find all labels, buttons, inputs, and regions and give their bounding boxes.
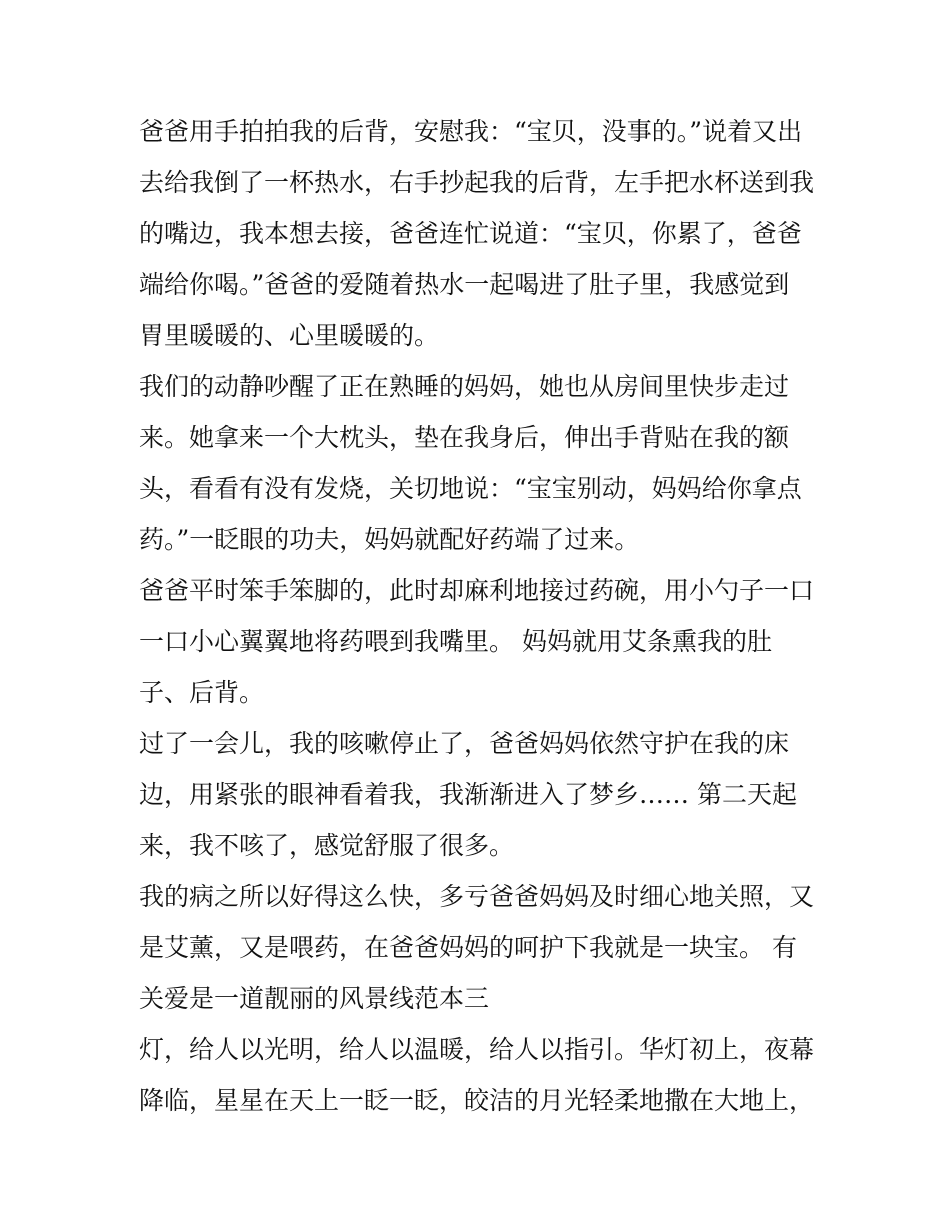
text-line: 是艾薰，又是喂药，在爸爸妈妈的呵护下我就是一块宝。 有 — [139, 933, 797, 962]
text-line: 来，我不咳了，感觉舒服了很多。 — [139, 831, 515, 860]
text-line: 灯，给人以光明，给人以温暖，给人以指引。华灯初上，夜幕 — [139, 1035, 815, 1064]
text-line: 过了一会儿，我的咳嗽停止了，爸爸妈妈依然守护在我的床 — [139, 729, 790, 758]
text-line: 子、后背。 — [139, 678, 265, 707]
text-line: 药。”一眨眼的功夫，妈妈就配好药端了过来。 — [139, 525, 640, 554]
text-line: 边，用紧张的眼神看着我，我渐渐进入了梦乡…… 第二天起 — [139, 780, 797, 809]
text-line: 我的病之所以好得这么快，多亏爸爸妈妈及时细心地关照，又 — [139, 882, 815, 911]
text-line: 爸爸平时笨手笨脚的，此时却麻利地接过药碗，用小勺子一口 — [139, 576, 815, 605]
text-line: 胃里暖暖的、心里暖暖的。 — [139, 321, 440, 350]
text-line: 我们的动静吵醒了正在熟睡的妈妈，她也从房间里快步走过 — [139, 372, 790, 401]
text-line: 降临，星星在天上一眨一眨，皎洁的月光轻柔地撒在大地上， — [139, 1086, 815, 1115]
text-line: 爸爸用手拍拍我的后背，安慰我：“宝贝，没事的。”说着又出 — [139, 117, 803, 146]
text-line: 的嘴边，我本想去接，爸爸连忙说道：“宝贝，你累了，爸爸 — [139, 219, 802, 248]
text-line: 一口小心翼翼地将药喂到我嘴里。 妈妈就用艾条熏我的肚 — [139, 627, 772, 656]
text-line: 关爱是一道靓丽的风景线范本三 — [139, 984, 490, 1013]
body-text — [139, 106, 819, 1126]
text-line: 去给我倒了一杯热水，右手抄起我的后背，左手把水杯送到我 — [139, 168, 815, 197]
text-line: 头，看看有没有发烧，关切地说：“宝宝别动，妈妈给你拿点 — [139, 474, 802, 503]
text-line: 来。她拿来一个大枕头，垫在我身后，伸出手背贴在我的额 — [139, 423, 790, 452]
text-line: 端给你喝。”爸爸的爱随着热水一起喝进了肚子里，我感觉到 — [139, 270, 790, 299]
